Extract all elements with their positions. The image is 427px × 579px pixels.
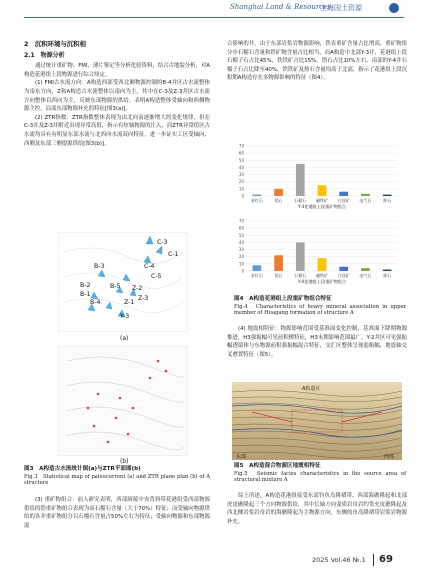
- seismic-right-label: 西部: [384, 454, 395, 460]
- x-tick-label: 锆石: [274, 198, 283, 203]
- figure-3b-label: (b): [120, 458, 129, 465]
- page-header: [0, 0, 427, 22]
- x-tick-label: 辉石: [383, 198, 392, 203]
- y-tick-label: 50: [238, 157, 244, 163]
- y-tick-label: 0: [241, 193, 244, 199]
- paragraph: (3) 重矿物组合：前人研究表明，西部闽陵中央背斜带花港组受西部物源供给的锆重矿物组合表现为高石榴石含量（大于70%）特征；而受轴向物源供给的各井重矿物组分以石榴石含量占50%左右为特征；受轴向物源和东部物源混: [24, 497, 210, 529]
- caption-cn: 图3 A构造古水流统计图(a)与ZTR平面图(b): [24, 466, 141, 472]
- y-tick-label: 0: [241, 268, 244, 274]
- y-tick-label: 60: [238, 225, 244, 231]
- right-column-top: [227, 40, 407, 83]
- paragraph: 综上所述，A构造花港组接受东部钓鱼岛隆褶带、西部海礁隆起和北部虎皮礁隆起三个方向物源供给，其中长轴方向变质岩母岩约货充皮礁隆起及西北侧岩浆岩母岩的海礁隆起为主物源方向，东侧的鱼岛隆褶带岩浆岩物源补充。: [227, 493, 407, 525]
- x-tick-label: 白钛矿: [337, 198, 350, 203]
- caption-en: Fig.5 Seismic facies characteristics in the source area of structural mixture A: [234, 470, 406, 484]
- bar: [274, 189, 283, 196]
- figure-4-charts: [232, 142, 402, 292]
- y-tick-label: 70: [238, 143, 244, 149]
- caption-cn: 图4 A构造花港组上段重矿物组合特征: [234, 296, 332, 302]
- y-tick-label: 60: [238, 150, 244, 156]
- bar: [339, 267, 348, 271]
- y-tick-label: 30: [238, 247, 244, 253]
- journal-title-en: Shanghai Land & Resources: [230, 3, 331, 11]
- well-label: B-2: [80, 282, 91, 289]
- paragraph: 通过统计重矿物、FMI、薄片鉴定等分析化验资料，结合古地貌分析，对A构造花港组上段物源进行综合厘定。: [24, 63, 210, 78]
- bar: [339, 192, 348, 196]
- x-tick-label: 石榴石: [294, 273, 307, 278]
- well-label: B-3: [94, 263, 105, 270]
- well-label: C-1: [168, 251, 179, 258]
- y-tick-label: 70: [238, 218, 244, 224]
- well-label: Z-1: [124, 299, 135, 306]
- figure-3a-map: [58, 232, 188, 332]
- y-tick-label: 40: [238, 239, 244, 245]
- well-label: Z-3: [138, 295, 149, 302]
- y-tick-label: 10: [238, 186, 244, 192]
- seismic-area-label: A构造区: [302, 386, 321, 392]
- page-number: 69: [379, 554, 393, 565]
- well-label: C-3: [157, 239, 168, 246]
- x-tick-label: 辉石: [383, 273, 392, 278]
- header-rule: [24, 17, 404, 18]
- well-label: Y-3: [120, 313, 130, 320]
- figure-4-caption: [234, 296, 406, 317]
- well-label: B-5: [110, 283, 121, 290]
- x-tick-label: 锆石: [274, 273, 283, 278]
- caption-cn: 图5 A构造混合物源区地震相特征: [234, 463, 321, 469]
- x-tick-label: 白钛矿: [337, 273, 350, 278]
- x-tick-label: 金红石: [250, 273, 263, 278]
- paleocurrent-map: [58, 232, 188, 332]
- figure-5-seismic: [232, 382, 402, 460]
- bar: [274, 255, 283, 271]
- right-column-bottom: [227, 492, 407, 526]
- subsection-title: 2.1 物源分析: [24, 51, 65, 59]
- chart-title: Y-3花港组上段重矿物组合: [297, 204, 347, 209]
- footer-divider: [373, 554, 374, 566]
- bar: [253, 265, 262, 271]
- y-tick-label: 10: [238, 261, 244, 267]
- bar: [318, 258, 327, 271]
- well-label: C-4: [144, 263, 155, 270]
- bar: [296, 242, 305, 271]
- paragraph: 合影响的井，由于东部岩浆岩物源影响，铁表重矿含量占比增高，重矿物组分中石榴石含量和铁矿物含量占比相当，而A构造中北部Y-3井，花港组上段石榴子石占比45%，铁铁矿占比15%，锆石占比10%左右，南部的Y-4井石榴子石占比降至40%，铁铁矿及热石含量均高于北部，指示了花港组上段沉积期A构造存在多物源影响的特征（图4）。: [227, 41, 407, 82]
- figure-3a-label: (a): [120, 335, 129, 342]
- y-tick-label: 30: [238, 172, 244, 178]
- bar: [383, 270, 392, 271]
- x-tick-label: 电气石: [359, 198, 372, 203]
- figure-3b-map: [58, 346, 188, 456]
- right-column-mid: [227, 325, 407, 359]
- journal-title-cn: 上海国土资源: [320, 4, 362, 12]
- well-label: B-4: [90, 299, 101, 306]
- well-label: B-1: [80, 291, 91, 298]
- well-label: Z-2: [132, 285, 143, 292]
- figure-3-caption: [24, 466, 210, 487]
- bar-chart-2: [239, 219, 398, 286]
- caption-en: Fig.3 Statistical map of paleocurrent (a) and ZTR plane plan (b) of A structure: [24, 473, 210, 487]
- issue-info: 2025 Vol.46 №.1: [312, 556, 366, 564]
- x-tick-label: 金红石: [250, 198, 263, 203]
- bar: [253, 195, 262, 196]
- well-label: C-5: [151, 273, 162, 280]
- bar: [296, 164, 305, 196]
- paragraph: (1) FMI古水流方向：A构造西部受西北侧物源控制的B-4井区古水流整体为南东方向，Z和A构造古水流整体以南向为主，其中在C-3及Z-3井区古水流方向整体以西向为主，反映东部物源的供给。表明A构造整体受轴向和西侧物源主控，局部东部物源补充的特征[图3(a)]。: [24, 80, 210, 113]
- page-footer: [0, 554, 427, 574]
- chart-title: Y-4花港组上段重矿物组合: [297, 279, 347, 284]
- bar: [383, 195, 392, 196]
- y-tick-label: 20: [238, 254, 244, 260]
- bar: [361, 194, 370, 196]
- paragraph: (4) 地震相特征：物源影响范围受基准面变化控制，基准面下降期物源推进，H3强振幅可见前积楔特征，H3末期影响范围最广，Y-2井区可见强振幅透镜体与东物源前积强振幅混合特征，交汇区整体呈现弱振幅、地震轴交叉叠置特征（图5）。: [227, 326, 407, 358]
- x-tick-label: 磁铁矿: [316, 273, 328, 278]
- seismic-section-image: [232, 382, 402, 460]
- bar: [318, 185, 327, 196]
- x-tick-label: 电气石: [359, 273, 372, 278]
- ztr-plane-map: [58, 346, 188, 456]
- bar-chart-1: [239, 144, 398, 211]
- figure-5-caption: [234, 463, 406, 484]
- left-column-top: [24, 40, 210, 148]
- y-tick-label: 40: [238, 164, 244, 170]
- heavy-mineral-charts: [232, 142, 402, 292]
- x-tick-label: 磁铁矿: [316, 198, 328, 203]
- y-tick-label: 50: [238, 232, 244, 238]
- left-column-bottom: [24, 496, 210, 530]
- paragraph: (2) ZTR指数：ZTR指数整体表现为由北向南逐渐增大的变化规律，但在C-3井及Z-3井附近出现异常高值，指示有短轴物源的注入，而ZTR异常值区古水流均具有有明显东部水流与北西向水流双向特征，进一步证实工区受轴向、西侧及东部三侧提源供给[图3(b)]。: [24, 114, 210, 147]
- bar: [361, 268, 370, 271]
- section-title: 2 沉积环境与沉积相: [24, 40, 86, 48]
- caption-en: Fig.4 Characteristics of heavy mineral association in upper member of Huagang formation of structure A: [234, 303, 406, 317]
- journal-logo-icon: [389, 3, 399, 13]
- y-tick-label: 20: [238, 179, 244, 185]
- seismic-left-label: 东部: [236, 454, 247, 460]
- x-tick-label: 石榴石: [294, 198, 307, 203]
